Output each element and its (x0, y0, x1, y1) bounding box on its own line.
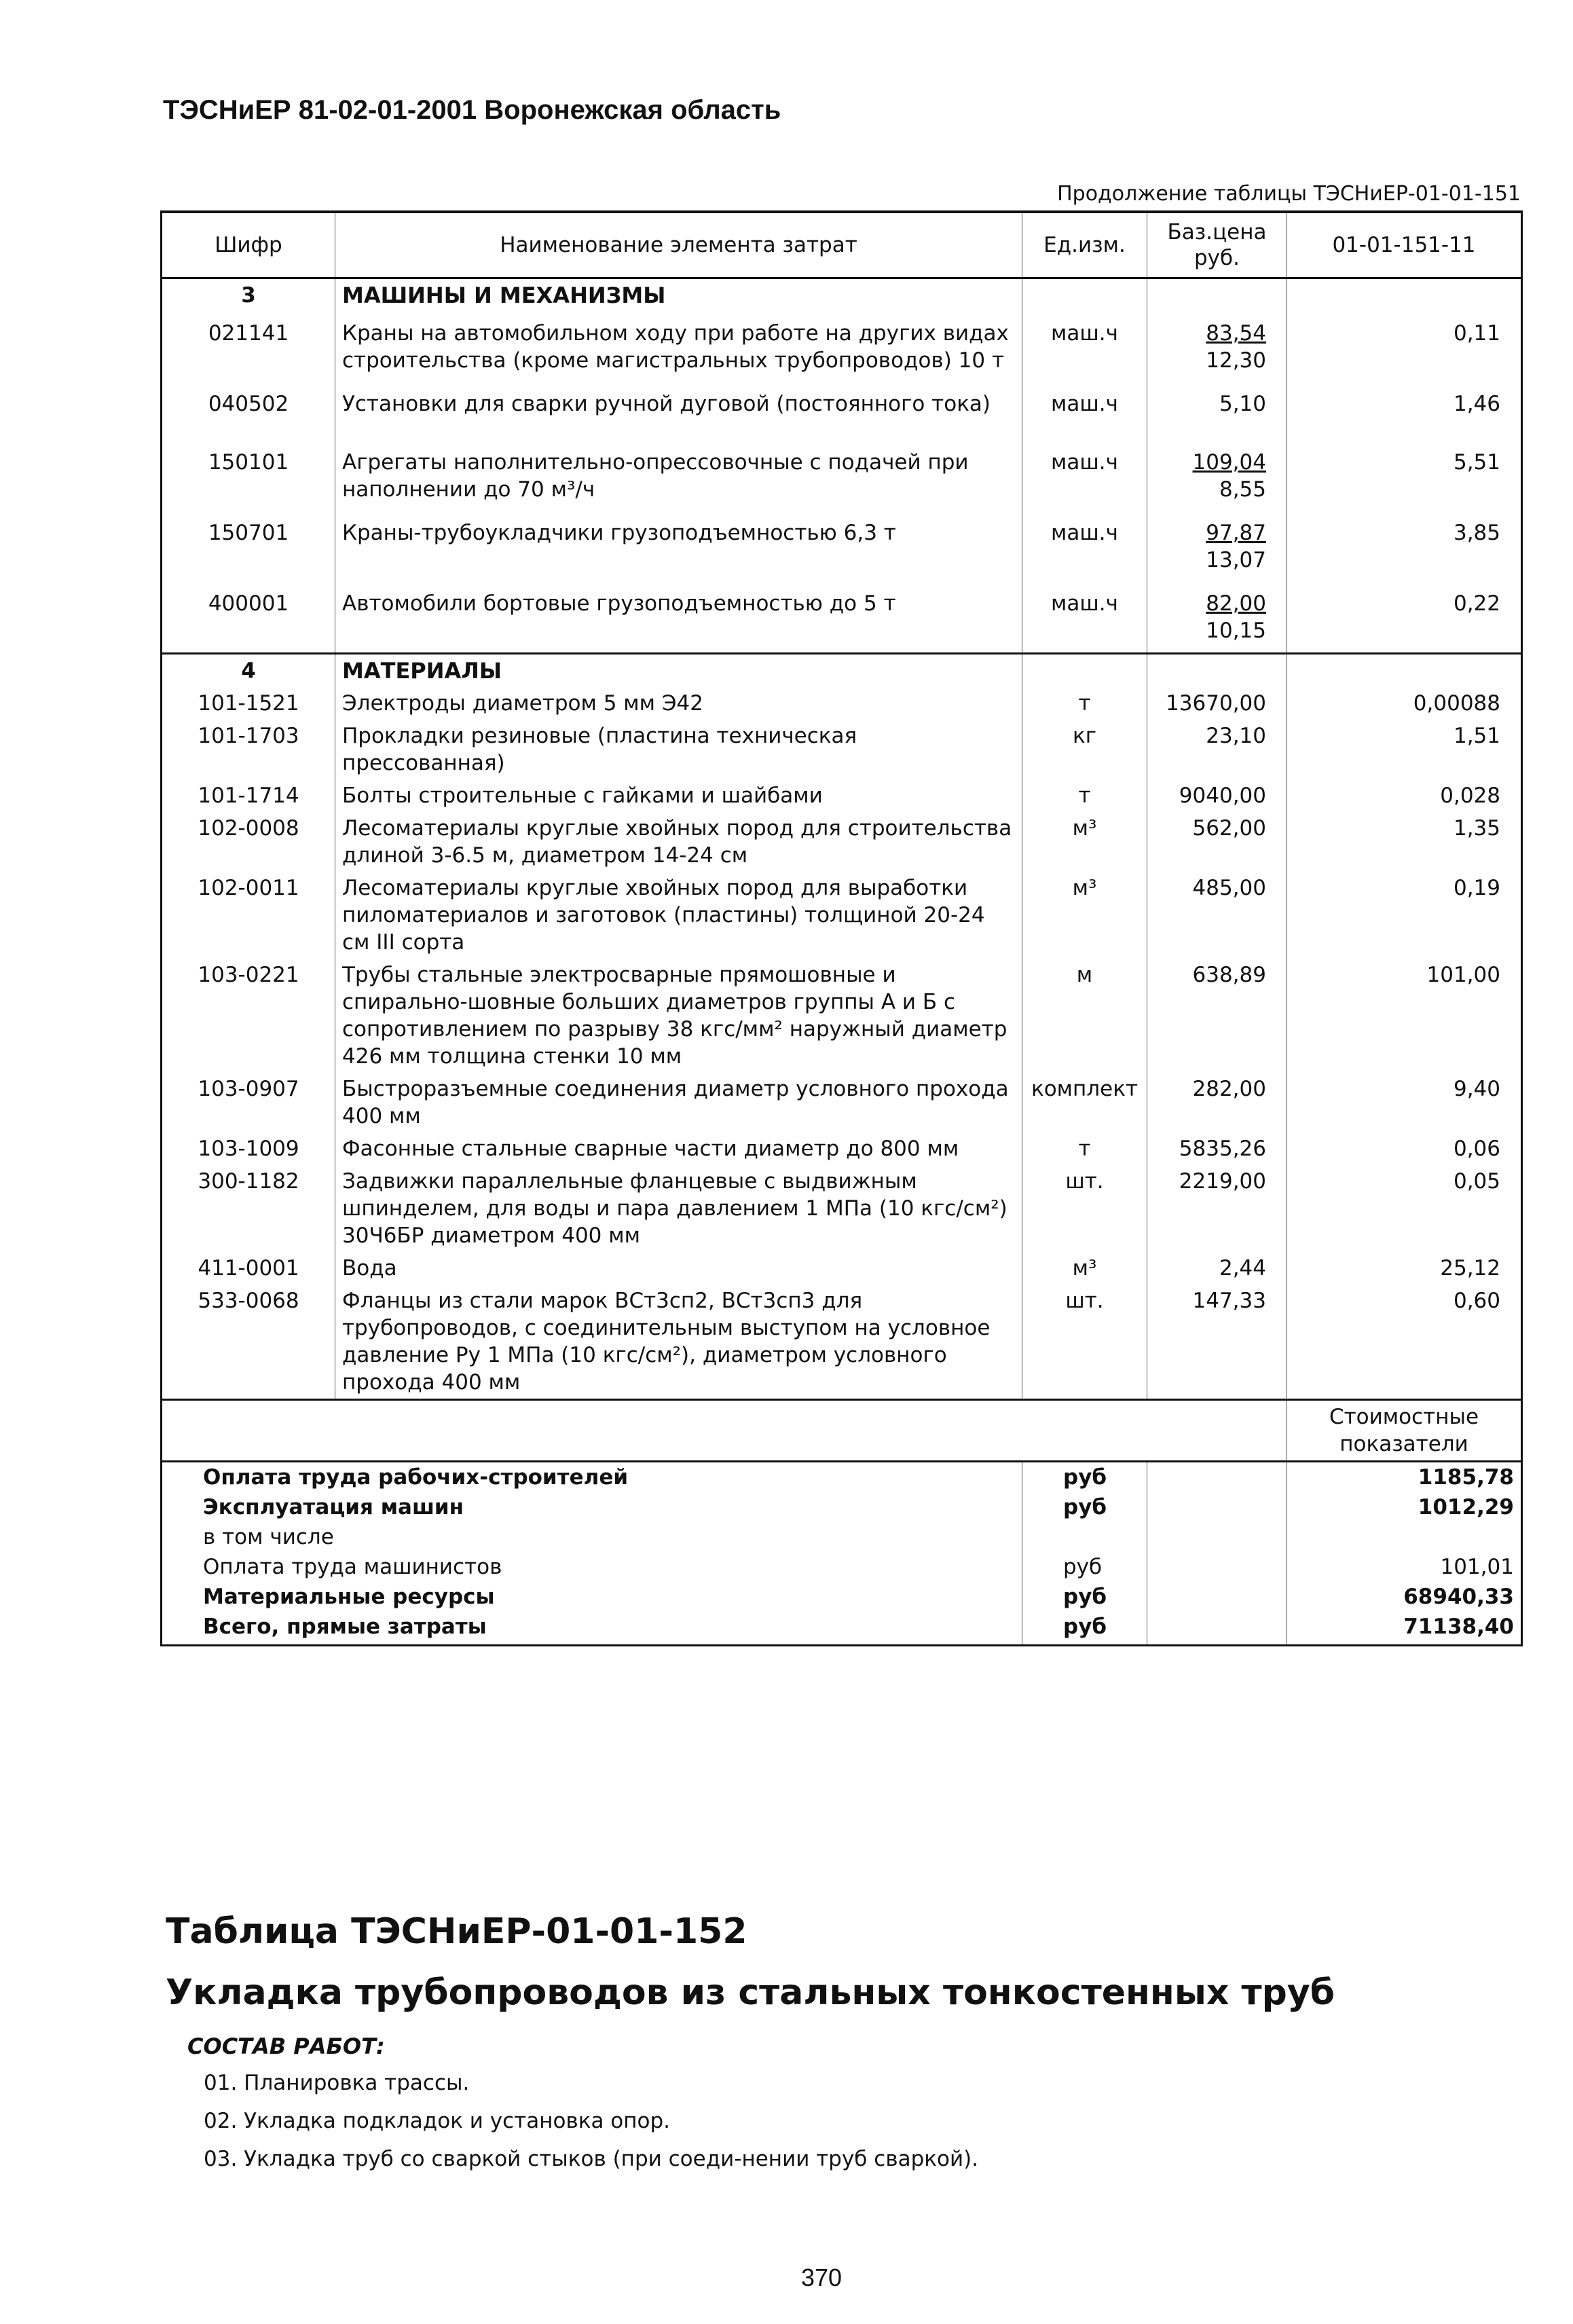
next-table-title: Таблица ТЭСНиЕР-01-01-152 (166, 1911, 747, 1952)
cost-heading: Стоимостные показатели (1287, 1400, 1522, 1462)
row-unit: т (1022, 779, 1147, 812)
list-item: 03. Укладка труб со сваркой стыков (при соеди-нении труб сваркой). (204, 2147, 979, 2171)
row-unit: м³ (1022, 812, 1147, 872)
table-row (162, 779, 1522, 812)
page-number: 370 (801, 2264, 843, 2291)
cost-row (162, 1552, 1522, 1582)
column-header-name: Наименование элемента затрат (335, 212, 1022, 278)
cost-value: 1185,78 (1287, 1462, 1522, 1493)
cost-name: Всего, прямые затраты (162, 1612, 1022, 1646)
row-price: 13670,00 (1147, 687, 1287, 720)
cost-unit: руб (1022, 1582, 1147, 1612)
row-name: Вода (335, 1252, 1022, 1285)
column-header-price-line2: руб. (1194, 246, 1240, 270)
cost-value: 1012,29 (1287, 1492, 1522, 1522)
row-price-secondary: 13,07 (1206, 548, 1266, 572)
resource-table (160, 210, 1523, 1646)
row-price-secondary: 8,55 (1219, 477, 1266, 502)
row-unit: кг (1022, 720, 1147, 779)
row-value: 3,85 (1287, 511, 1522, 582)
row-price-main: 109,04 (1192, 450, 1266, 475)
row-price: 23,10 (1147, 720, 1287, 779)
row-code: 533-0068 (162, 1285, 335, 1400)
row-value: 0,06 (1287, 1132, 1522, 1165)
cost-row (162, 1582, 1522, 1612)
row-name: Фасонные стальные сварные части диаметр до 800 мм (335, 1132, 1022, 1165)
works-composition-label: СОСТАВ РАБОТ: (187, 2033, 385, 2059)
cost-name: Материальные ресурсы (162, 1582, 1022, 1612)
row-unit: т (1022, 687, 1147, 720)
row-code: 021141 (162, 312, 335, 382)
row-code: 150101 (162, 441, 335, 511)
cost-row (162, 1522, 1522, 1552)
row-name: Трубы стальные электросварные прямошовные и спирально-шовные больших диаметров группы А и Б с сопротивлением по разрыву 38 кгс/мм² наружный диаметр 426 мм толщина стенки 10 мм (335, 959, 1022, 1073)
row-name: Фланцы из стали марок ВСт3сп2, ВСт3сп3 для трубопроводов, с соединительным выступом на условное давление Ру 1 МПа (10 кгс/см²), диаметром условного прохода 400 мм (335, 1285, 1022, 1400)
document-header: ТЭСНиЕР 81-02-01-2001 Воронежская область (163, 95, 781, 125)
row-name: Лесоматериалы круглые хвойных пород для строительства длиной 3-6.5 м, диаметром 14-24 см (335, 812, 1022, 872)
row-value: 0,028 (1287, 779, 1522, 812)
row-unit: т (1022, 1132, 1147, 1165)
row-value: 25,12 (1287, 1252, 1522, 1285)
row-price-secondary: 12,30 (1206, 348, 1266, 373)
row-code: 150701 (162, 511, 335, 582)
cost-row (162, 1612, 1522, 1646)
row-code: 101-1521 (162, 687, 335, 720)
row-code: 102-0011 (162, 872, 335, 959)
row-name: Прокладки резиновые (пластина техническая прессованная) (335, 720, 1022, 779)
row-value: 0,19 (1287, 872, 1522, 959)
row-name: Электроды диаметром 5 мм Э42 (335, 687, 1022, 720)
table-row (162, 382, 1522, 441)
row-unit: м (1022, 959, 1147, 1073)
row-price (1147, 312, 1287, 382)
table-row (162, 959, 1522, 1073)
row-name: Автомобили бортовые грузоподъемностью до 5 т (335, 582, 1022, 654)
row-price (1147, 511, 1287, 582)
row-price-main: 83,54 (1206, 321, 1266, 346)
row-unit: маш.ч (1022, 511, 1147, 582)
cost-unit: руб (1022, 1612, 1147, 1646)
column-header-code: Шифр (162, 212, 335, 278)
row-value: 0,11 (1287, 312, 1522, 382)
table-row (162, 582, 1522, 654)
section-row-materials (162, 654, 1522, 688)
table-row (162, 1165, 1522, 1252)
row-price: 147,33 (1147, 1285, 1287, 1400)
row-value: 1,35 (1287, 812, 1522, 872)
table-row (162, 872, 1522, 959)
row-name: Болты строительные с гайками и шайбами (335, 779, 1022, 812)
row-value: 0,05 (1287, 1165, 1522, 1252)
section-row-machines (162, 278, 1522, 312)
row-price: 282,00 (1147, 1073, 1287, 1132)
list-item: 01. Планировка трассы. (204, 2071, 470, 2095)
row-price: 638,89 (1147, 959, 1287, 1073)
row-price: 485,00 (1147, 872, 1287, 959)
row-price: 5,10 (1147, 382, 1287, 441)
cost-value: 71138,40 (1287, 1612, 1522, 1646)
list-item: 02. Укладка подкладок и установка опор. (204, 2109, 671, 2133)
row-unit: комплект (1022, 1073, 1147, 1132)
row-unit: маш.ч (1022, 441, 1147, 511)
row-price (1147, 441, 1287, 511)
row-price-main: 97,87 (1206, 521, 1266, 545)
table-row (162, 1285, 1522, 1400)
row-unit: маш.ч (1022, 312, 1147, 382)
row-unit: м³ (1022, 872, 1147, 959)
next-table-subtitle: Укладка трубопроводов из стальных тонкостенных труб (166, 1972, 1335, 2013)
section-code: 3 (162, 278, 335, 312)
table-row (162, 812, 1522, 872)
row-price: 2,44 (1147, 1252, 1287, 1285)
cost-unit: руб (1022, 1552, 1147, 1582)
table-row (162, 511, 1522, 582)
row-code: 102-0008 (162, 812, 335, 872)
cost-value: 101,01 (1287, 1552, 1522, 1582)
column-header-unit: Ед.изм. (1022, 212, 1147, 278)
table-row (162, 1073, 1522, 1132)
section-title: МАТЕРИАЛЫ (335, 654, 1022, 688)
row-name: Лесоматериалы круглые хвойных пород для выработки пиломатериалов и заготовок (пластины) толщиной 20-24 см III сорта (335, 872, 1022, 959)
row-name: Установки для сварки ручной дуговой (постоянного тока) (335, 382, 1022, 441)
row-code: 300-1182 (162, 1165, 335, 1252)
row-unit: м³ (1022, 1252, 1147, 1285)
row-value: 9,40 (1287, 1073, 1522, 1132)
row-price: 5835,26 (1147, 1132, 1287, 1165)
table-row (162, 1252, 1522, 1285)
row-code: 103-0221 (162, 959, 335, 1073)
row-code: 400001 (162, 582, 335, 654)
table-header-row (162, 212, 1522, 278)
row-name: Краны-трубоукладчики грузоподъемностью 6,3 т (335, 511, 1022, 582)
row-price: 2219,00 (1147, 1165, 1287, 1252)
cost-value: 68940,33 (1287, 1582, 1522, 1612)
row-price-secondary: 10,15 (1206, 619, 1266, 643)
cost-row (162, 1462, 1522, 1493)
row-price: 9040,00 (1147, 779, 1287, 812)
column-header-price (1147, 212, 1287, 278)
row-price (1147, 582, 1287, 654)
row-value: 5,51 (1287, 441, 1522, 511)
row-price-main: 82,00 (1206, 591, 1266, 616)
cost-unit: руб (1022, 1492, 1147, 1522)
section-code: 4 (162, 654, 335, 688)
cost-row (162, 1492, 1522, 1522)
table-row (162, 312, 1522, 382)
row-value: 1,46 (1287, 382, 1522, 441)
row-code: 101-1703 (162, 720, 335, 779)
row-code: 101-1714 (162, 779, 335, 812)
cost-unit: руб (1022, 1462, 1147, 1493)
row-value: 0,22 (1287, 582, 1522, 654)
row-price: 562,00 (1147, 812, 1287, 872)
cost-name: Оплата труда машинистов (162, 1552, 1022, 1582)
row-name: Быстроразъемные соединения диаметр условного прохода 400 мм (335, 1073, 1022, 1132)
cost-name: Оплата труда рабочих-строителей (162, 1462, 1022, 1493)
row-name: Краны на автомобильном ходу при работе на других видах строительства (кроме магистральных трубопроводов) 10 т (335, 312, 1022, 382)
table-row (162, 720, 1522, 779)
row-unit: шт. (1022, 1165, 1147, 1252)
cost-name: Эксплуатация машин (162, 1492, 1022, 1522)
column-header-price-line1: Баз.цена (1167, 220, 1267, 244)
cost-name: в том числе (162, 1522, 1022, 1552)
row-value: 101,00 (1287, 959, 1522, 1073)
row-value: 0,60 (1287, 1285, 1522, 1400)
row-name: Задвижки параллельные фланцевые с выдвижным шпинделем, для воды и пара давлением 1 МПа (10 кгс/см²) 30Ч6БР диаметром 400 мм (335, 1165, 1022, 1252)
table-row (162, 1132, 1522, 1165)
table-row (162, 687, 1522, 720)
table-continuation-note: Продолжение таблицы ТЭСНиЕР-01-01-151 (1057, 182, 1521, 206)
row-value: 0,00088 (1287, 687, 1522, 720)
row-name: Агрегаты наполнительно-опрессовочные с подачей при наполнении до 70 м³/ч (335, 441, 1022, 511)
row-code: 103-1009 (162, 1132, 335, 1165)
row-unit: маш.ч (1022, 582, 1147, 654)
row-code: 103-0907 (162, 1073, 335, 1132)
works-list (204, 2064, 978, 2178)
row-unit: шт. (1022, 1285, 1147, 1400)
cost-heading-row (162, 1400, 1522, 1462)
table-row (162, 441, 1522, 511)
row-code: 411-0001 (162, 1252, 335, 1285)
row-code: 040502 (162, 382, 335, 441)
row-unit: маш.ч (1022, 382, 1147, 441)
section-title: МАШИНЫ И МЕХАНИЗМЫ (335, 278, 1022, 312)
column-header-value: 01-01-151-11 (1287, 212, 1522, 278)
row-value: 1,51 (1287, 720, 1522, 779)
